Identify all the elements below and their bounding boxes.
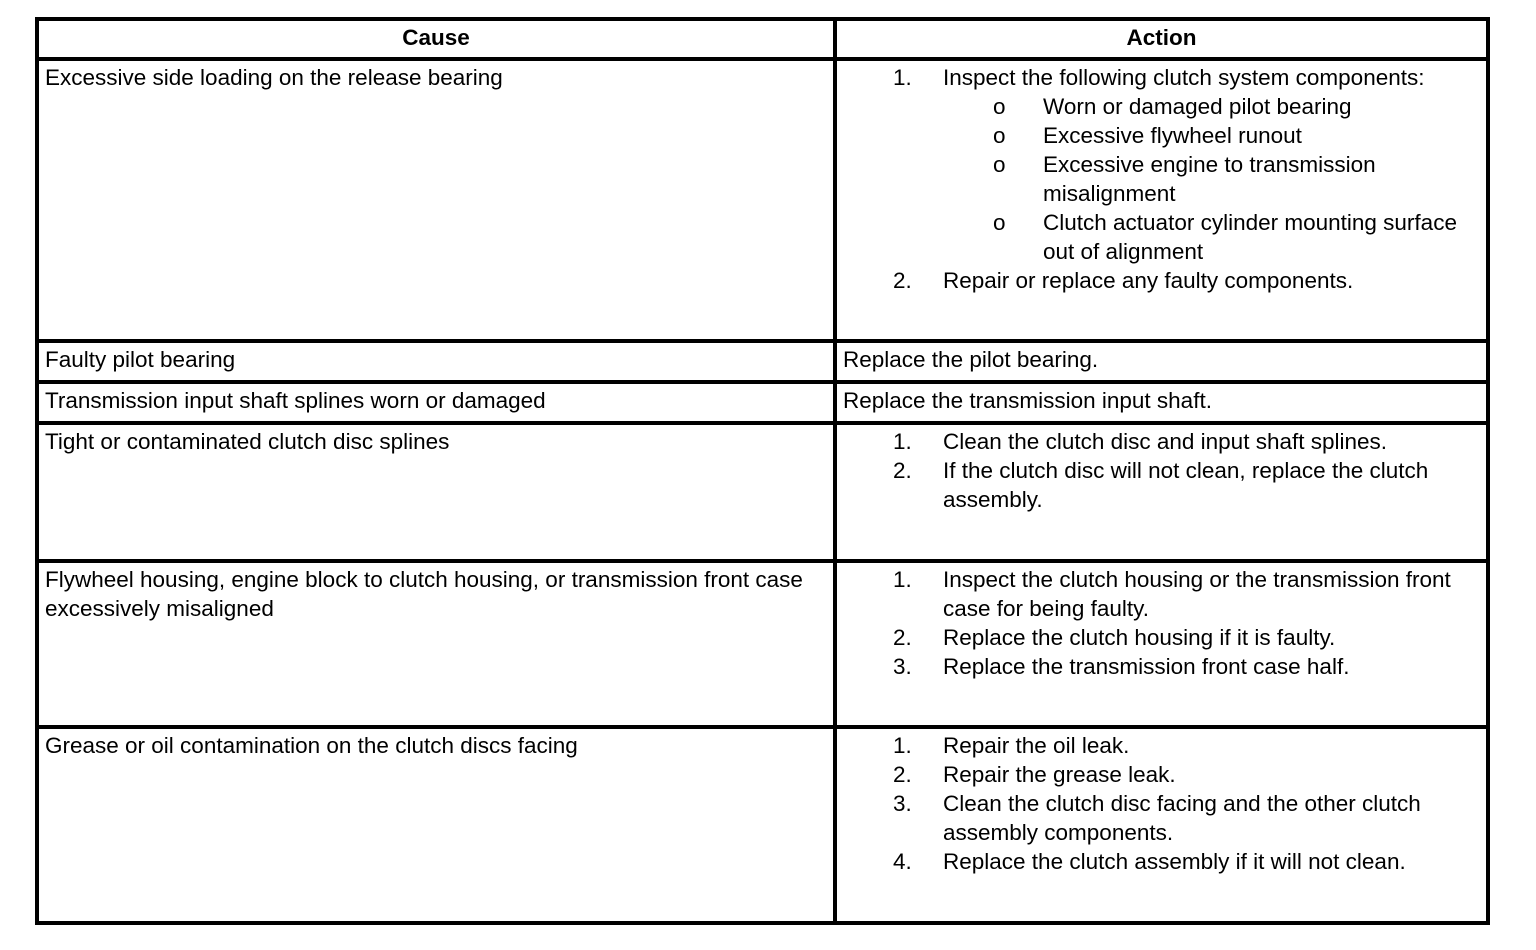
step-number: 2. — [893, 762, 912, 787]
cause-cell: Tight or contaminated clutch disc splines — [37, 423, 835, 561]
step-text: If the clutch disc will not clean, replace the clutch assembly. — [943, 458, 1429, 512]
action-cell — [835, 59, 1488, 341]
step-text: Clean the clutch disc facing and the other clutch assembly components. — [943, 791, 1421, 845]
step-number: 3. — [893, 654, 912, 679]
circle-bullet-icon: o — [993, 210, 1006, 235]
step-number: 4. — [893, 849, 912, 874]
sub-steps — [943, 92, 1480, 266]
action-step — [843, 731, 1480, 760]
step-text: Repair or replace any faulty components. — [943, 268, 1354, 293]
step-text: Inspect the clutch housing or the transmission front case for being faulty. — [943, 567, 1451, 621]
step-number: 2. — [893, 268, 912, 293]
cause-cell: Grease or oil contamination on the clutch discs facing — [37, 727, 835, 923]
action-step — [843, 456, 1480, 514]
step-number: 3. — [893, 791, 912, 816]
table-row — [37, 423, 1488, 561]
action-step — [843, 623, 1480, 652]
action-step — [843, 760, 1480, 789]
cause-cell: Faulty pilot bearing — [37, 341, 835, 382]
sub-step — [943, 121, 1480, 150]
sub-step — [943, 208, 1480, 266]
step-number: 2. — [893, 625, 912, 650]
action-steps — [843, 731, 1480, 876]
step-text: Replace the clutch housing if it is faulty. — [943, 625, 1336, 650]
sub-step-text: Excessive engine to transmission misalignment — [1043, 152, 1376, 206]
cause-cell: Flywheel housing, engine block to clutch housing, or transmission front case excessively misaligned — [37, 561, 835, 727]
step-text: Repair the oil leak. — [943, 733, 1130, 758]
action-step — [843, 565, 1480, 623]
step-number: 1. — [893, 733, 912, 758]
action-steps — [843, 565, 1480, 681]
action-column-header: Action — [835, 19, 1488, 59]
table-row — [37, 727, 1488, 923]
step-number: 1. — [893, 429, 912, 454]
action-step — [843, 63, 1480, 266]
action-cell — [835, 727, 1488, 923]
action-cell — [835, 561, 1488, 727]
cause-column-header: Cause — [37, 19, 835, 59]
action-cell: Replace the pilot bearing. — [835, 341, 1488, 382]
cause-cell: Transmission input shaft splines worn or damaged — [37, 382, 835, 423]
step-number: 2. — [893, 458, 912, 483]
action-cell — [835, 423, 1488, 561]
table-row — [37, 561, 1488, 727]
step-text: Clean the clutch disc and input shaft splines. — [943, 429, 1388, 454]
step-text: Inspect the following clutch system components: — [943, 65, 1425, 90]
table-row — [37, 341, 1488, 382]
step-text: Replace the transmission front case half. — [943, 654, 1350, 679]
sub-step-text: Excessive flywheel runout — [1043, 123, 1302, 148]
action-step — [843, 652, 1480, 681]
step-text: Replace the clutch assembly if it will not clean. — [943, 849, 1406, 874]
action-step — [843, 789, 1480, 847]
table-row — [37, 59, 1488, 341]
action-step — [843, 847, 1480, 876]
step-number: 1. — [893, 65, 912, 90]
circle-bullet-icon: o — [993, 123, 1006, 148]
action-step — [843, 427, 1480, 456]
table-row — [37, 382, 1488, 423]
action-steps — [843, 427, 1480, 514]
sub-step-text: Clutch actuator cylinder mounting surface out of alignment — [1043, 210, 1457, 264]
circle-bullet-icon: o — [993, 94, 1006, 119]
step-text: Repair the grease leak. — [943, 762, 1176, 787]
action-steps — [843, 63, 1480, 295]
action-cell: Replace the transmission input shaft. — [835, 382, 1488, 423]
step-number: 1. — [893, 567, 912, 592]
table-header-row — [37, 19, 1488, 59]
sub-step — [943, 150, 1480, 208]
circle-bullet-icon: o — [993, 152, 1006, 177]
action-step — [843, 266, 1480, 295]
cause-cell: Excessive side loading on the release bearing — [37, 59, 835, 341]
sub-step-text: Worn or damaged pilot bearing — [1043, 94, 1352, 119]
diagnosis-table — [35, 17, 1490, 925]
sub-step — [943, 92, 1480, 121]
